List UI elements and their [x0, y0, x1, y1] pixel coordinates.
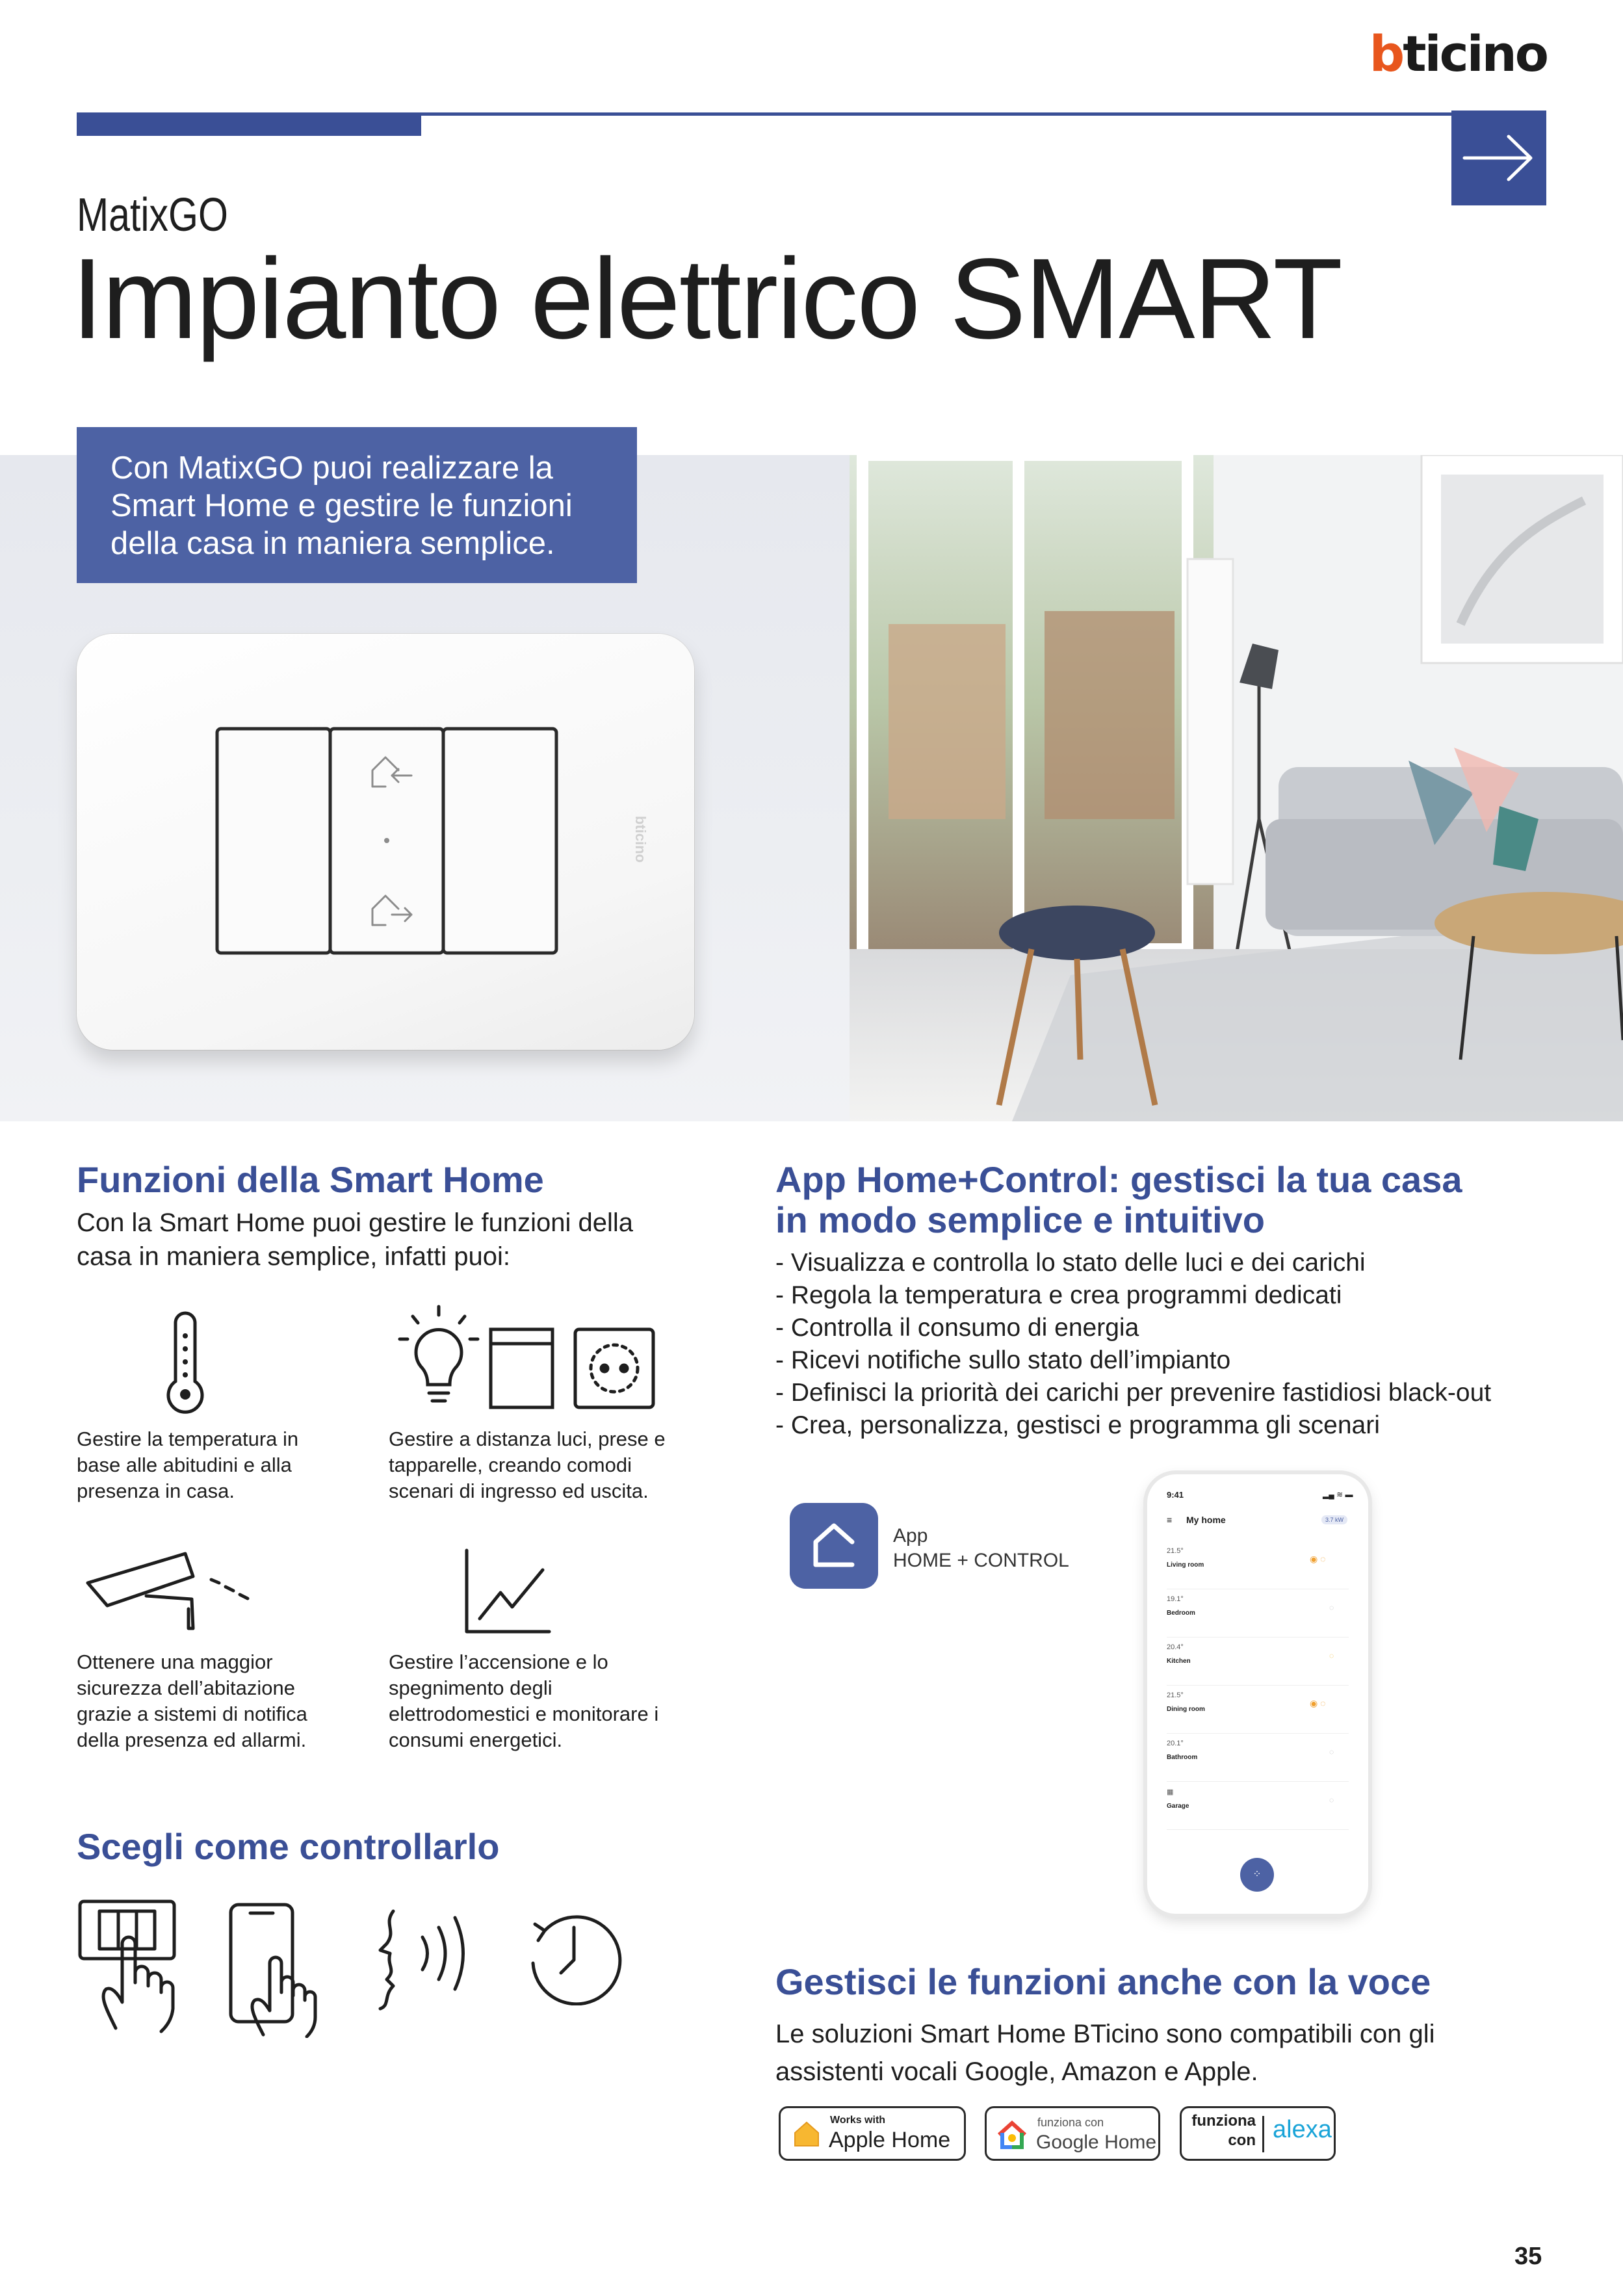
room-row[interactable] — [1167, 1643, 1349, 1686]
page-number: 35 — [1514, 2243, 1542, 2270]
phone-app-screenshot — [1147, 1474, 1368, 1914]
app-label-line2: HOME + CONTROL — [893, 1550, 1069, 1571]
light-on-icon: ◉ ◌ — [1310, 1698, 1326, 1708]
product-subtitle: MatixGO — [77, 189, 228, 241]
room-temp: 20.4° — [1167, 1643, 1184, 1651]
light-off-icon: ◌ — [1329, 1603, 1334, 1612]
funzione-text-sicurezza: Ottenere una maggior sicurezza dell’abitazione grazie a sistemi di notifica della presenza ed allarmi. — [77, 1650, 307, 1751]
arrow-right-icon — [1451, 111, 1546, 205]
app-heading-line1: App Home+Control: gestisci la tua casa — [775, 1159, 1462, 1200]
scegli-heading: Scegli come controllarlo — [77, 1826, 500, 1867]
light-off-icon: ◌ — [1329, 1795, 1334, 1805]
app-features-list — [775, 1247, 1588, 1442]
room-temp: ▦ — [1167, 1788, 1174, 1796]
list-item: - Controlla il consumo di energia — [775, 1314, 1139, 1342]
google-home-badge — [985, 2106, 1160, 2161]
smartphone-touch-icon — [227, 1901, 318, 2038]
voce-heading: Gestisci le funzioni anche con la voce — [775, 1961, 1431, 2002]
funzione-text-energia: Gestire l’accensione e lo spegnimento degli elettrodomestici e monitorare i consumi energetici. — [389, 1650, 659, 1751]
clock-icon — [525, 1908, 623, 2005]
home-icon — [790, 1503, 878, 1589]
google-home-icon — [996, 2119, 1028, 2151]
intro-callout: Con MatixGO puoi realizzare la Smart Home e gestire le funzioni della casa in maniera semplice. — [77, 427, 637, 583]
alexa-badge-left1: funziona — [1191, 2112, 1256, 2130]
security-camera-icon — [81, 1544, 257, 1641]
menu-icon[interactable]: ≡ — [1167, 1515, 1173, 1525]
thermometer-icon — [156, 1310, 214, 1414]
apple-home-badge — [779, 2106, 966, 2161]
scenarios-button[interactable]: ⁘ — [1240, 1858, 1274, 1892]
header-rule-accent — [77, 112, 421, 136]
lightbulb-shutter-socket-icon — [396, 1303, 663, 1417]
list-item: - Definisci la priorità dei carichi per prevenire fastidiosi black-out — [775, 1379, 1492, 1407]
room-name: Bathroom — [1167, 1754, 1198, 1761]
list-item: - Crea, personalizza, gestisci e programma gli scenari — [775, 1411, 1380, 1439]
next-page-button[interactable] — [1451, 111, 1546, 205]
voce-text: Le soluzioni Smart Home BTicino sono compatibili con gli assistenti vocali Google, Amazon e Apple. — [775, 2020, 1435, 2086]
phone-header: My home — [1186, 1515, 1226, 1525]
room-row[interactable] — [1167, 1691, 1349, 1734]
app-label-line1: App — [893, 1525, 928, 1546]
list-item: - Regola la temperatura e crea programmi dedicati — [775, 1281, 1342, 1309]
room-name: Bedroom — [1167, 1610, 1195, 1617]
light-on-icon: ◉ ◌ — [1310, 1554, 1326, 1564]
light-on-icon: ◌ — [1329, 1651, 1334, 1660]
apple-badge-big: Apple Home — [829, 2128, 951, 2152]
room-name: Garage — [1167, 1803, 1189, 1810]
living-room-photo — [850, 455, 1623, 1121]
switch-illustration — [77, 634, 694, 1050]
google-badge-big: Google Home — [1036, 2132, 1157, 2153]
alexa-badge-left2: con — [1228, 2132, 1256, 2149]
room-name: Living room — [1167, 1561, 1204, 1569]
energy-chart-icon — [461, 1547, 552, 1638]
room-row[interactable] — [1167, 1547, 1349, 1589]
home-control-app-icon[interactable] — [790, 1503, 878, 1589]
alexa-wordmark: alexa — [1273, 2116, 1332, 2143]
funzioni-lead: Con la Smart Home puoi gestire le funzioni della casa in maniera semplice, infatti puoi: — [77, 1208, 633, 1271]
switch-touch-icon — [77, 1898, 187, 2035]
alexa-divider — [1262, 2116, 1264, 2152]
room-name: Kitchen — [1167, 1658, 1191, 1665]
voice-icon — [370, 1908, 481, 2012]
room-temp: 21.5° — [1167, 1547, 1184, 1555]
room-name: Dining room — [1167, 1706, 1205, 1713]
app-heading-line2: in modo semplice e intuitivo — [775, 1199, 1265, 1240]
list-item: - Ricevi notifiche sullo stato dell’impianto — [775, 1346, 1231, 1374]
list-item: - Visualizza e controlla lo stato delle luci e dei carichi — [775, 1249, 1366, 1277]
apple-home-icon — [790, 2117, 824, 2151]
room-temp: 20.1° — [1167, 1740, 1184, 1747]
power-badge: 3.7 kW — [1321, 1515, 1347, 1524]
funzione-text-luci: Gestire a distanza luci, prese e tapparelle, creando comodi scenari di ingresso ed uscita. — [389, 1428, 666, 1502]
matixgo-switch-plate — [77, 634, 694, 1050]
apple-badge-small: Works with — [830, 2115, 886, 2126]
alexa-badge — [1180, 2106, 1336, 2161]
brand-logo: bticino — [1369, 25, 1547, 83]
phone-status-icons: ▂▄ ≋ ▬ — [1323, 1490, 1353, 1499]
room-row[interactable] — [1167, 1740, 1349, 1782]
page-title: Impianto elettrico SMART — [71, 235, 1342, 363]
funzioni-heading: Funzioni della Smart Home — [77, 1159, 544, 1200]
room-temp: 21.5° — [1167, 1691, 1184, 1699]
phone-time: 9:41 — [1167, 1490, 1184, 1500]
google-badge-small: funziona con — [1037, 2116, 1104, 2129]
plate-brand-mark: bticino — [632, 816, 649, 863]
room-row[interactable] — [1167, 1595, 1349, 1637]
living-room-illustration — [850, 455, 1623, 1121]
light-off-icon: ◌ — [1329, 1747, 1334, 1756]
room-row[interactable] — [1167, 1788, 1349, 1830]
room-temp: 19.1° — [1167, 1595, 1184, 1603]
funzione-text-temperatura: Gestire la temperatura in base alle abitudini e alla presenza in casa. — [77, 1428, 299, 1502]
